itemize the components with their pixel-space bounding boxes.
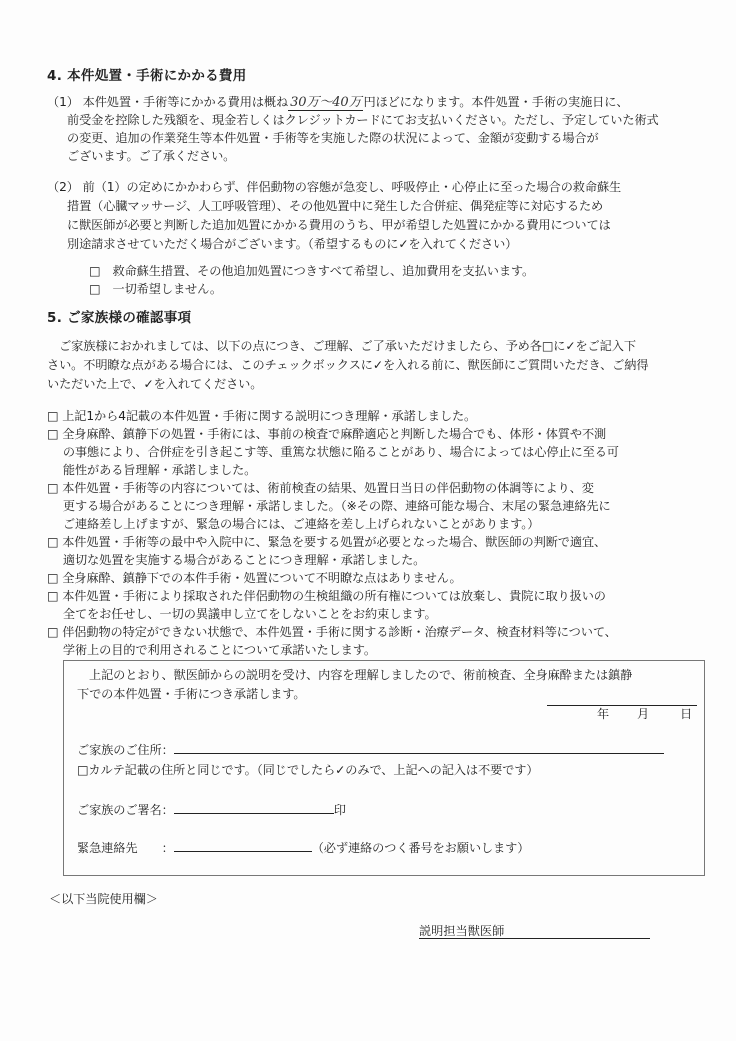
option-checkbox-decline[interactable]: □ 一切希望しません。 (89, 282, 223, 296)
section5-heading: 5. ご家族様の確認事項 (47, 310, 192, 326)
emergency-label: 緊急連絡先 ： (77, 841, 174, 855)
address-row (77, 740, 664, 760)
section4-p1-line4: ございます。ご了承ください。 (67, 149, 236, 163)
section4-p2-line4: 別途請求させていただく場合がございます。（希望するものに✓を入れてください） (67, 237, 518, 251)
address-field[interactable] (174, 740, 664, 754)
confirm-item-2-cont1: の事態により、合併症を引き起こす等、重篤な状態に陥ることがあり、場合によっては心停止に至る可 (47, 445, 619, 459)
section4-p1-line2: 前受金を控除した残額を、現金若しくはクレジットカードにてお支払いください。ただし、予定していた術式 (67, 113, 659, 127)
address-same-checkbox[interactable]: □カルテ記載の住所と同じです。（同じでしたら✓のみで、上記への記入は不要です） (77, 763, 539, 777)
date-month-label: 月 (637, 707, 650, 721)
address-label: ご家族のご住所： (77, 743, 174, 757)
vet-signature-row[interactable] (419, 922, 650, 939)
option-checkbox-all-measures[interactable]: □ 救命蘇生措置、その他追加処置につきすべて希望し、追加費用を支払います。 (89, 264, 535, 278)
section5-intro-line1: ご家族様におかれましては、以下の点につき、ご理解、ご了承いただけましたら、予め各□に✓をご記入下 (47, 339, 636, 353)
seal-mark: 印 (333, 803, 346, 817)
section4-p1-line1 (47, 93, 628, 112)
date-year-label: 年 (597, 707, 610, 721)
p1-line1-pre: （1） 本件処置・手術等にかかる費用は概ね (47, 95, 289, 109)
p1-line1-post: 円ほどになります。本件処置・手術の実施日に、 (363, 95, 629, 109)
date-day-label: 日 (680, 707, 693, 721)
confirm-item-7-cont1: 学術上の目的で利用されることについて承諾いたします。 (47, 643, 376, 657)
confirm-checkbox-7[interactable]: □ 伴侶動物の特定ができない状態で、本件処置・手術に関する診断・治療データ、検査材料等について、 (47, 625, 617, 639)
section4-p2-line2: 措置（心臓マッサージ、人工呼吸管理）、その他処置中に発生した合併症、偶発症等に対応するため (67, 199, 604, 213)
confirm-checkbox-4[interactable]: □ 本件処置・手術等の最中や入院中に、緊急を要する処置が必要となった場合、獣医師の判断で適宜、 (47, 535, 607, 549)
emergency-note: （必ず連絡のつく番号をお願いします） (311, 841, 530, 855)
consent-text-line1: 上記のとおり、獣医師からの説明を受け、内容を理解しましたので、術前検査、全身麻酔または鎮静 (89, 668, 633, 682)
vet-label: 説明担当獣医師 (419, 924, 650, 939)
emergency-phone-field[interactable] (174, 838, 312, 852)
confirm-checkbox-5[interactable]: □ 全身麻酔、鎮静下での本件手術・処置について不明瞭な点はありません。 (47, 571, 462, 585)
section4-heading: 4. 本件処置・手術にかかる費用 (47, 68, 247, 84)
section4-p2-line3: に獣医師が必要と判断した追加処置にかかる費用のうち、甲が希望した処置にかかる費用については (67, 218, 611, 232)
hospital-use-label: ＜以下当院使用欄＞ (49, 892, 158, 906)
section4-p2-line1: （2） 前（1）の定めにかかわらず、伴侶動物の容態が急変し、呼吸停止・心停止に至った場合の救命蘇生 (47, 180, 622, 194)
handwritten-amount: 30万〜40万 (290, 95, 362, 110)
confirm-item-4-cont1: 適切な処置を実施する場合があることにつき理解・承諾しました。 (47, 553, 426, 567)
date-field[interactable] (547, 705, 697, 706)
signature-field[interactable] (174, 800, 334, 814)
signature-label: ご家族のご署名： (77, 803, 174, 817)
confirm-checkbox-6[interactable]: □ 本件処置・手術により採取された伴侶動物の生検組織の所有権については放棄し、貴院に取り扱いの (47, 589, 606, 603)
confirm-checkbox-1[interactable]: □ 上記1から4記載の本件処置・手術に関する説明につき理解・承諾しました。 (47, 409, 477, 423)
confirm-item-6-cont1: 全てをお任せし、一切の異議申し立てをしないことをお約束します。 (47, 607, 437, 621)
confirm-checkbox-3[interactable]: □ 本件処置・手術等の内容については、術前検査の結果、処置日当日の伴侶動物の体調等により、変 (47, 481, 594, 495)
signature-row (77, 800, 346, 820)
confirm-item-3-cont1: 更する場合があることにつき理解・承諾しました。（※その際、連絡可能な場合、末尾の緊急連絡先に (47, 499, 611, 513)
section4-p1-line3: の変更、追加の作業発生等本件処置・手術等を実施した際の状況によって、金額が変動する場合が (67, 131, 599, 145)
section5-intro-line3: いただいた上で、✓を入れてください。 (47, 377, 263, 391)
section5-intro-line2: さい。不明瞭な点がある場合には、このチェックボックスに✓を入れる前に、獣医師にご質問いただき、ご納得 (47, 358, 649, 372)
consent-text-line2: 下での本件処置・手術につき承諾します。 (77, 687, 306, 701)
confirm-item-2-cont2: 能性がある旨理解・承諾しました。 (47, 463, 257, 477)
confirm-item-3-cont2: ご連絡差し上げますが、緊急の場合には、ご連絡を差し上げられないことがあります。） (47, 517, 540, 531)
confirm-checkbox-2[interactable]: □ 全身麻酔、鎮静下の処置・手術には、事前の検査で麻酔適応と判断した場合でも、体形・体質や不測 (47, 427, 607, 441)
emergency-row (77, 838, 529, 858)
